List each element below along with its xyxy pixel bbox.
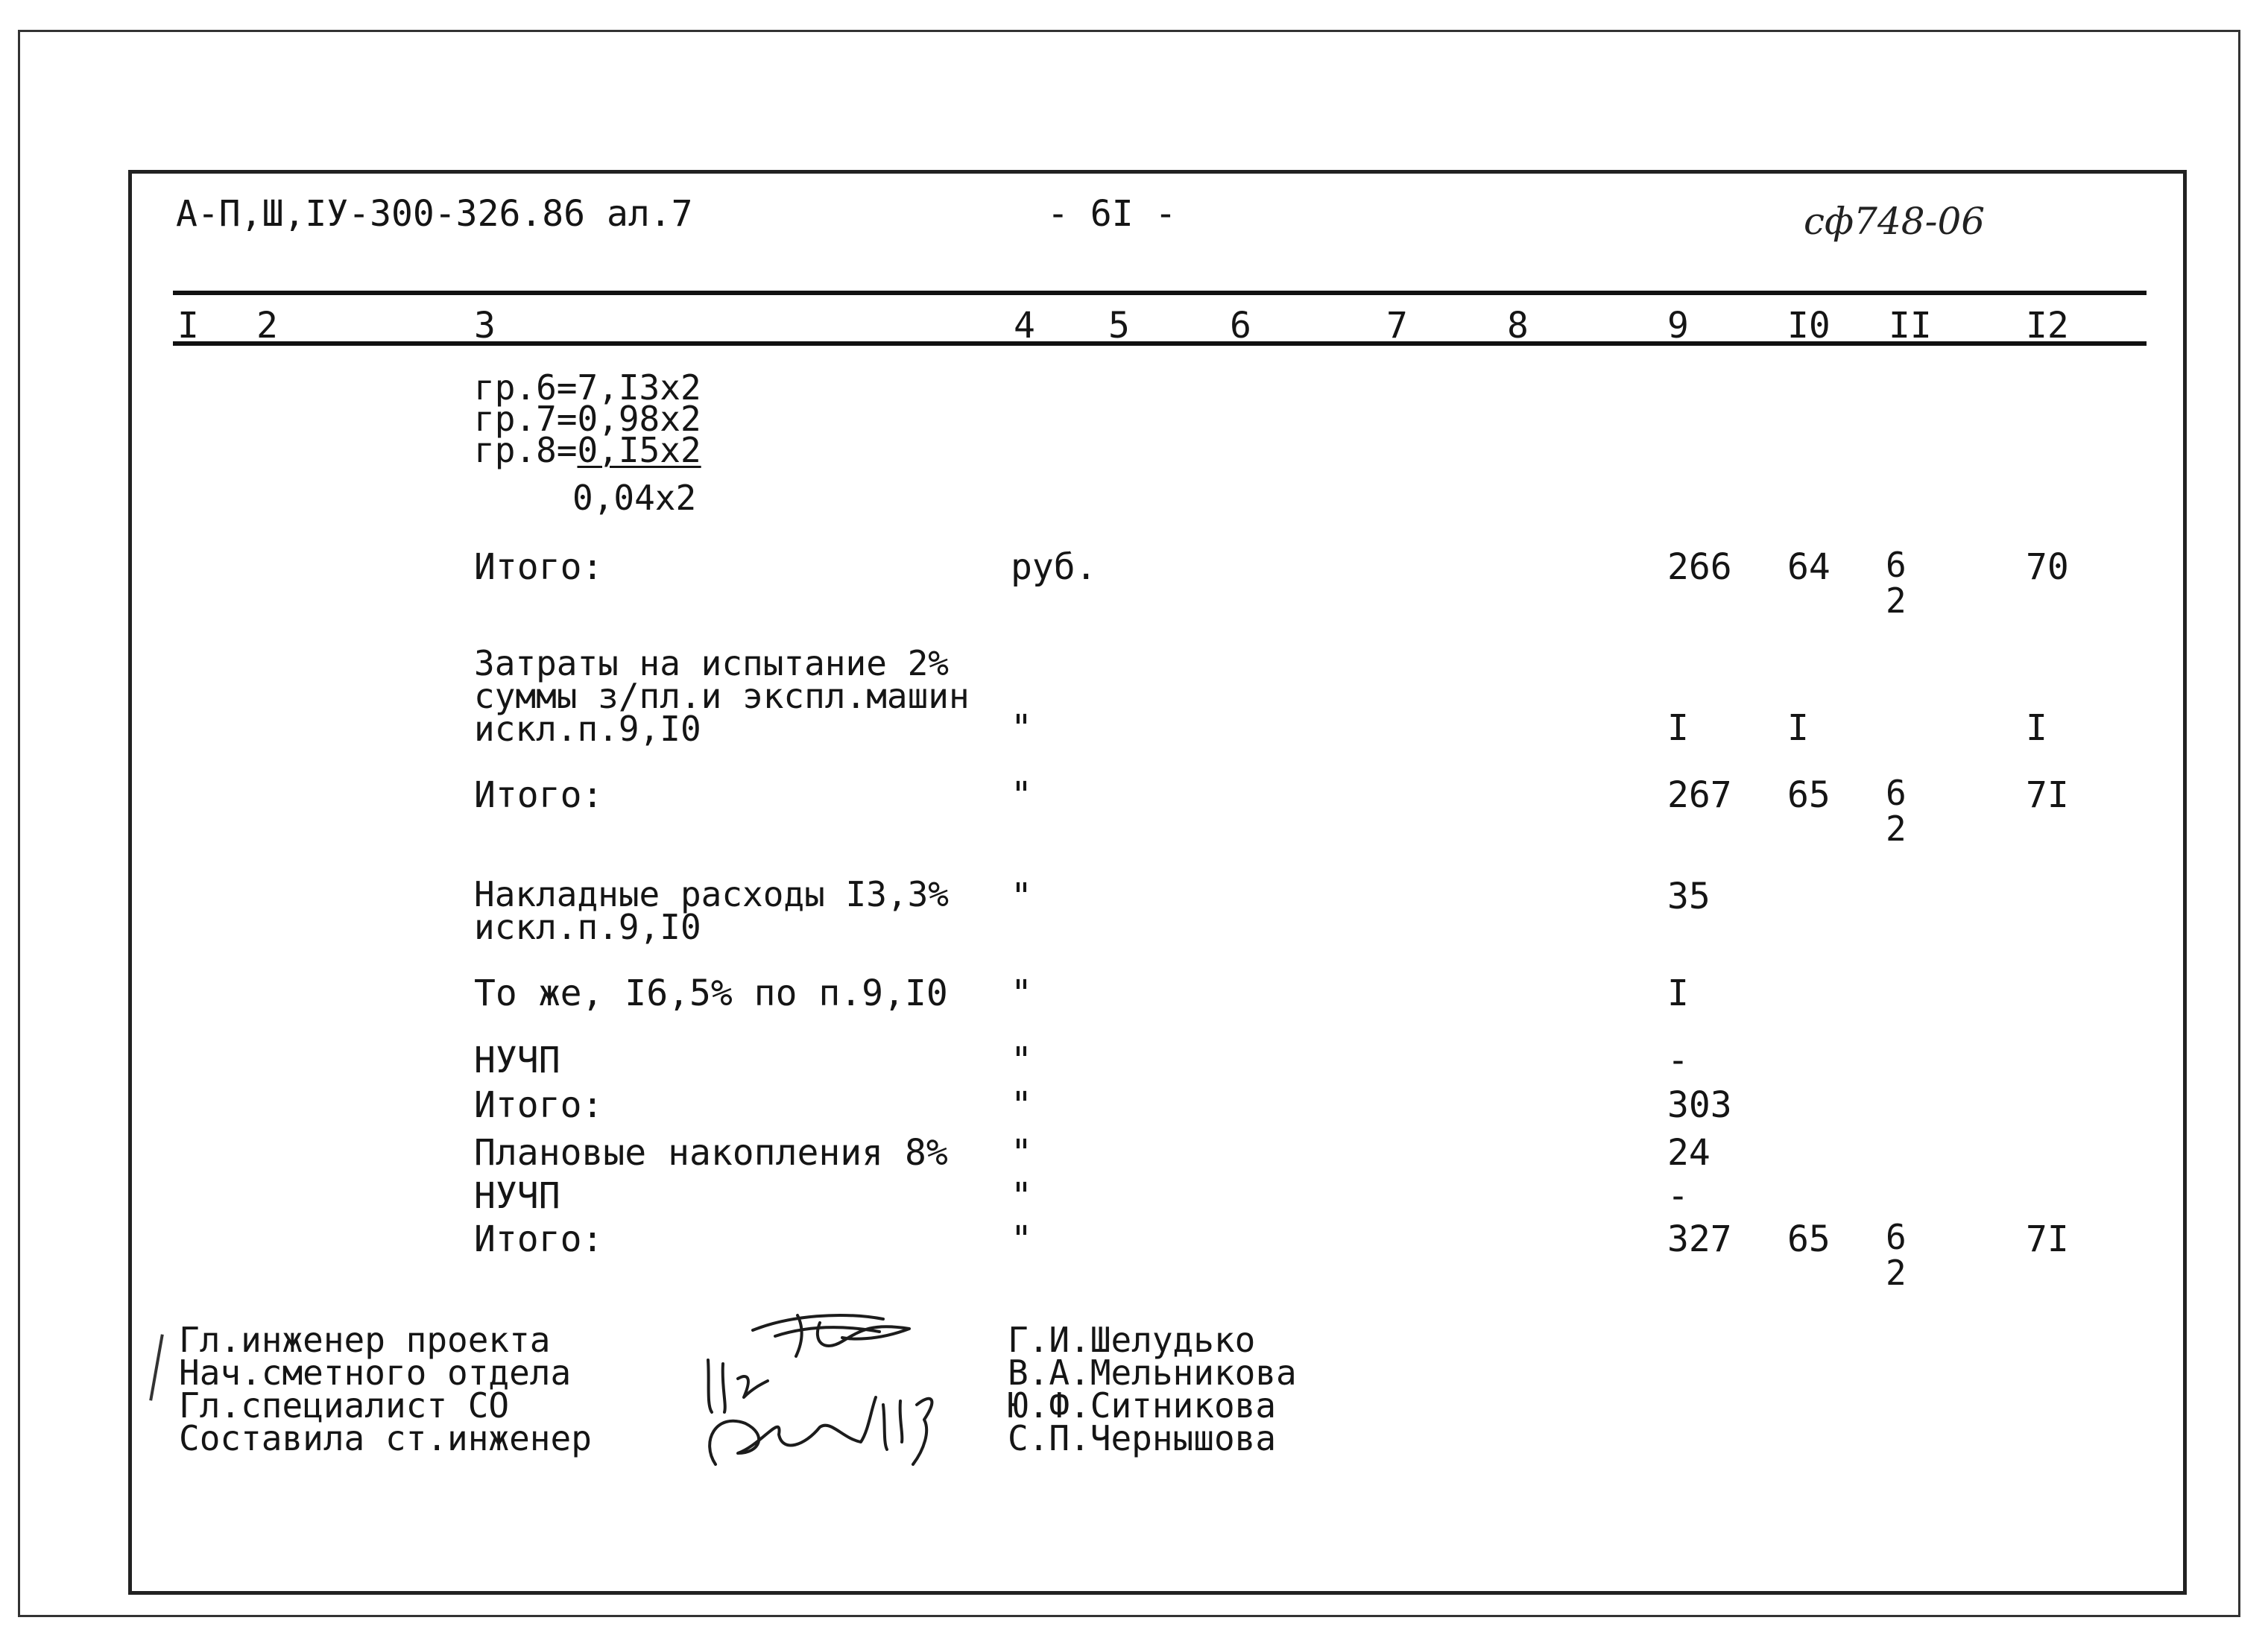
formula-result: 0,04x2 — [572, 478, 697, 518]
row-3-unit: " — [1011, 774, 1032, 816]
doc-code: А-П,Ш,IУ-300-326.86 ал.7 — [176, 193, 693, 235]
signature-name-1: Г.И.Шелудько — [1008, 1320, 1256, 1360]
row-3-c12: 7I — [2026, 774, 2069, 816]
row-3-c10: 65 — [1787, 774, 1830, 816]
header-top-rule — [173, 291, 2147, 295]
col-header-10: I0 — [1787, 305, 1830, 347]
row-3-c11-top: 6 — [1886, 773, 1907, 813]
row-2-c12: I — [2026, 707, 2047, 749]
archive-stamp: сф748-06 — [1804, 200, 1986, 243]
row-6-desc: НУЧП — [474, 1040, 560, 1081]
row-8-desc: Плановые накопления 8% — [474, 1132, 948, 1174]
row-2-desc-line-2: суммы з/пл.и экспл.машин — [474, 676, 970, 716]
col-header-2: 2 — [256, 305, 278, 347]
row-8-unit: " — [1011, 1132, 1032, 1174]
row-4-desc-line-1: Накладные расходы I3,3% — [474, 874, 949, 914]
row-4-unit: " — [1011, 876, 1032, 917]
row-2-unit: " — [1011, 707, 1032, 749]
row-1-c11-top: 6 — [1886, 545, 1907, 585]
row-5-desc: То же, I6,5% по п.9,I0 — [474, 973, 948, 1014]
col-header-5: 5 — [1108, 305, 1130, 347]
row-6-c9: - — [1667, 1040, 1689, 1081]
col-header-3: 3 — [474, 305, 496, 347]
row-10-c12: 7I — [2026, 1218, 2069, 1260]
row-10-c11-top: 6 — [1886, 1217, 1907, 1257]
signature-name-2: В.А.Мельникова — [1008, 1353, 1297, 1393]
row-4-c9: 35 — [1667, 876, 1711, 917]
col-header-12: I2 — [2026, 305, 2069, 347]
handwritten-signatures — [693, 1300, 976, 1472]
row-2-desc-line-1: Затраты на испытание 2% — [474, 643, 949, 683]
signature-role-4: Составила ст.инженер — [179, 1418, 592, 1458]
row-3-c11-bottom: 2 — [1886, 809, 1907, 849]
row-7-desc: Итого: — [474, 1084, 604, 1126]
formula-underlined-term: 0,I5x2 — [577, 430, 701, 470]
row-3-desc: Итого: — [474, 774, 604, 816]
col-header-1: I — [177, 305, 199, 347]
row-9-c9: - — [1667, 1175, 1689, 1217]
formula-line-1: гр.6=7,I3x2 — [474, 367, 701, 408]
row-4-desc-line-2: искл.п.9,I0 — [474, 907, 701, 947]
col-header-8: 8 — [1507, 305, 1529, 347]
row-6-unit: " — [1011, 1040, 1032, 1081]
row-10-c11-bottom: 2 — [1886, 1253, 1907, 1293]
col-header-6: 6 — [1230, 305, 1251, 347]
formula-line-3: гр.8=0,I5x2 — [474, 430, 701, 470]
signature-role-3: Гл.специалист СО — [179, 1385, 510, 1426]
page-number: - 6I - — [1047, 193, 1177, 235]
col-header-9: 9 — [1667, 305, 1689, 347]
row-5-unit: " — [1011, 973, 1032, 1014]
row-3-c9: 267 — [1667, 774, 1732, 816]
col-header-7: 7 — [1386, 305, 1408, 347]
row-2-c9: I — [1667, 707, 1689, 749]
row-7-c9: 303 — [1667, 1084, 1732, 1126]
row-1-c9: 266 — [1667, 546, 1732, 588]
formula-line-2: гр.7=0,98x2 — [474, 399, 701, 439]
signature-name-4: С.П.Чернышова — [1008, 1418, 1277, 1458]
row-2-desc-line-3: искл.п.9,I0 — [474, 709, 701, 749]
row-7-unit: " — [1011, 1084, 1032, 1126]
row-1-c11-bottom: 2 — [1886, 581, 1907, 621]
col-header-11: II — [1889, 305, 1932, 347]
signature-name-3: Ю.Ф.Ситникова — [1008, 1385, 1277, 1426]
row-2-c10: I — [1787, 707, 1809, 749]
row-1-c12: 70 — [2026, 546, 2069, 588]
row-1-desc: Итого: — [474, 546, 604, 588]
row-9-unit: " — [1011, 1175, 1032, 1217]
row-10-unit: " — [1011, 1218, 1032, 1260]
row-8-c9: 24 — [1667, 1132, 1711, 1174]
row-10-c10: 65 — [1787, 1218, 1830, 1260]
row-1-c10: 64 — [1787, 546, 1830, 588]
row-1-unit: руб. — [1011, 546, 1097, 588]
row-5-c9: I — [1667, 973, 1689, 1014]
signature-role-2: Нач.сметного отдела — [179, 1353, 572, 1393]
col-header-4: 4 — [1014, 305, 1035, 347]
row-10-c9: 327 — [1667, 1218, 1732, 1260]
signature-role-1: Гл.инженер проекта — [179, 1320, 551, 1360]
row-9-desc: НУЧП — [474, 1175, 560, 1217]
header-bottom-rule — [173, 341, 2147, 346]
row-10-desc: Итого: — [474, 1218, 604, 1260]
